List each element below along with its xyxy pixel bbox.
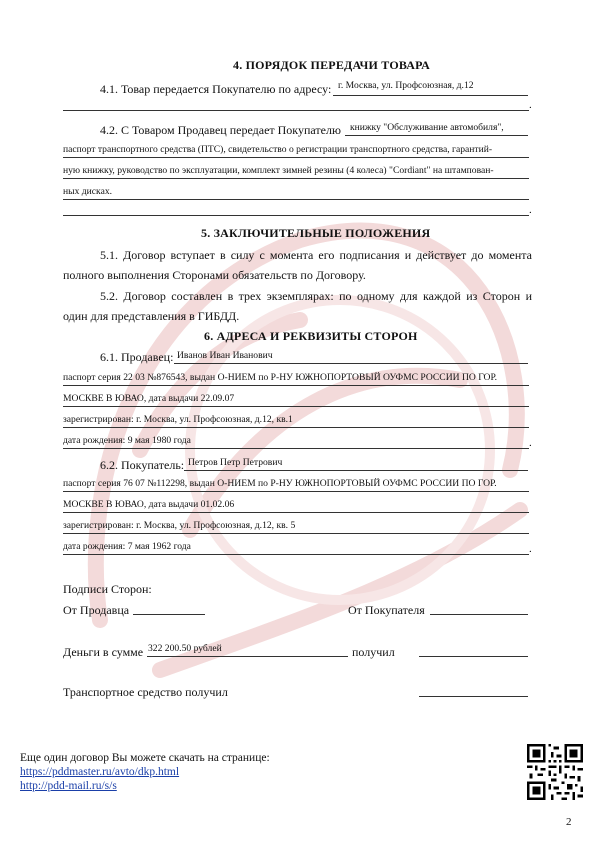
period: .: [529, 543, 532, 555]
period: .: [529, 99, 532, 111]
seller-passport-line-2: МОСКВЕ В ЮВАО, дата выдачи 22.09.07: [63, 393, 235, 404]
buyer-signature-line[interactable]: [430, 614, 528, 615]
p41-underline-2: [63, 110, 529, 111]
seller-passport-line-1: паспорт серия 22 03 №876543, выдан О-НИЕМ по Р-НУ ЮЖНОПОРТОВЫЙ ОУФМС РОССИИ ПО ГОР.: [63, 372, 497, 383]
signatures-title: Подписи Сторон:: [63, 582, 152, 596]
buyer-underline-3: [63, 533, 529, 534]
buyer-name-underline: [184, 470, 528, 471]
buyer-name: Петров Петр Петрович: [188, 457, 283, 468]
money-value: 322 200.50 рублей: [148, 643, 222, 654]
p42-line-4: ных дисках.: [63, 186, 113, 197]
section-5-heading: 5. ЗАКЛЮЧИТЕЛЬНЫЕ ПОЛОЖЕНИЯ: [201, 226, 431, 240]
seller-name: Иванов Иван Иванович: [177, 350, 273, 361]
p41-label: 4.1. Товар передается Покупателю по адресу:: [100, 82, 332, 96]
section-4-heading: 4. ПОРЯДОК ПЕРЕДАЧИ ТОВАРА: [233, 58, 431, 72]
p41-value: г. Москва, ул. Профсоюзная, д.12: [338, 80, 474, 91]
money-underline: [147, 656, 348, 657]
seller-underline-2: [63, 406, 529, 407]
p51-line-2: полного выполнения Сторонами обязательств по Договору.: [63, 268, 366, 282]
period: .: [529, 204, 532, 216]
section-6-heading: 6. АДРЕСА И РЕКВИЗИТЫ СТОРОН: [204, 329, 418, 343]
p52-line-1: 5.2. Договор составлен в трех экземплярах: по одному для каждой из Сторон и: [100, 289, 532, 303]
buyer-address: зарегистрирован: г. Москва, ул. Профсоюзная, д.12, кв. 5: [63, 520, 296, 531]
buyer-birthdate: дата рождения: 7 мая 1962 года: [63, 541, 191, 552]
download-link-1[interactable]: https://pddmaster.ru/avto/dkp.html: [20, 766, 180, 778]
seller-name-underline: [174, 363, 528, 364]
from-buyer-label: От Покупателя: [348, 603, 425, 617]
p42-underline-4: [63, 199, 529, 200]
seller-signature-line[interactable]: [133, 614, 205, 615]
period: .: [529, 437, 532, 449]
seller-underline-1: [63, 385, 529, 386]
buyer-passport-line-1: паспорт серия 76 07 №112298, выдан О-НИЕМ по Р-НУ ЮЖНОПОРТОВЫЙ ОУФМС РОССИИ ПО ГОР.: [63, 478, 497, 489]
buyer-underline-1: [63, 491, 529, 492]
buyer-label: 6.2. Покупатель:: [100, 458, 185, 472]
p42-underline-3: [63, 178, 529, 179]
p41-underline: [333, 95, 528, 96]
p52-line-2: один для представления в ГИБДД.: [63, 309, 240, 323]
download-link-2[interactable]: http://pdd-mail.ru/s/s: [20, 780, 117, 792]
seller-label: 6.1. Продавец:: [100, 350, 174, 364]
p42-underline-1: [345, 135, 528, 136]
money-label: Деньги в сумме: [63, 645, 144, 659]
vehicle-received-signature-line[interactable]: [419, 696, 528, 697]
p42-underline-2: [63, 157, 529, 158]
received-label: получил: [352, 645, 395, 659]
buyer-underline-4: [63, 554, 529, 555]
from-seller-label: От Продавца: [63, 603, 130, 617]
p42-label: 4.2. С Товаром Продавец передает Покупателю: [100, 123, 341, 137]
p42-underline-5: [63, 215, 529, 216]
seller-underline-3: [63, 427, 529, 428]
qr-code-icon[interactable]: [527, 744, 583, 800]
p42-line-2: паспорт транспортного средства (ПТС), свидетельство о регистрации транспортного средства, гарантий-: [63, 144, 493, 155]
footer-note: Еще один договор Вы можете скачать на странице:: [20, 752, 270, 764]
buyer-underline-2: [63, 512, 529, 513]
seller-underline-4: [63, 448, 529, 449]
page-number: 2: [566, 816, 572, 828]
p51-line-1: 5.1. Договор вступает в силу с момента его подписания и действует до момента: [100, 248, 532, 262]
p42-line-3: ную книжку, руководство по эксплуатации, комплект зимней резины (4 колеса) "Cordiant" на штампован-: [63, 165, 494, 176]
p42-line-1: книжку "Обслуживание автомобиля",: [350, 122, 504, 133]
vehicle-received-label: Транспортное средство получил: [63, 685, 228, 699]
buyer-passport-line-2: МОСКВЕ В ЮВАО, дата выдачи 01.02.06: [63, 499, 235, 510]
seller-address: зарегистрирован: г. Москва, ул. Профсоюзная, д.12, кв.1: [63, 414, 293, 425]
money-received-signature-line[interactable]: [419, 656, 528, 657]
seller-birthdate: дата рождения: 9 мая 1980 года: [63, 435, 191, 446]
